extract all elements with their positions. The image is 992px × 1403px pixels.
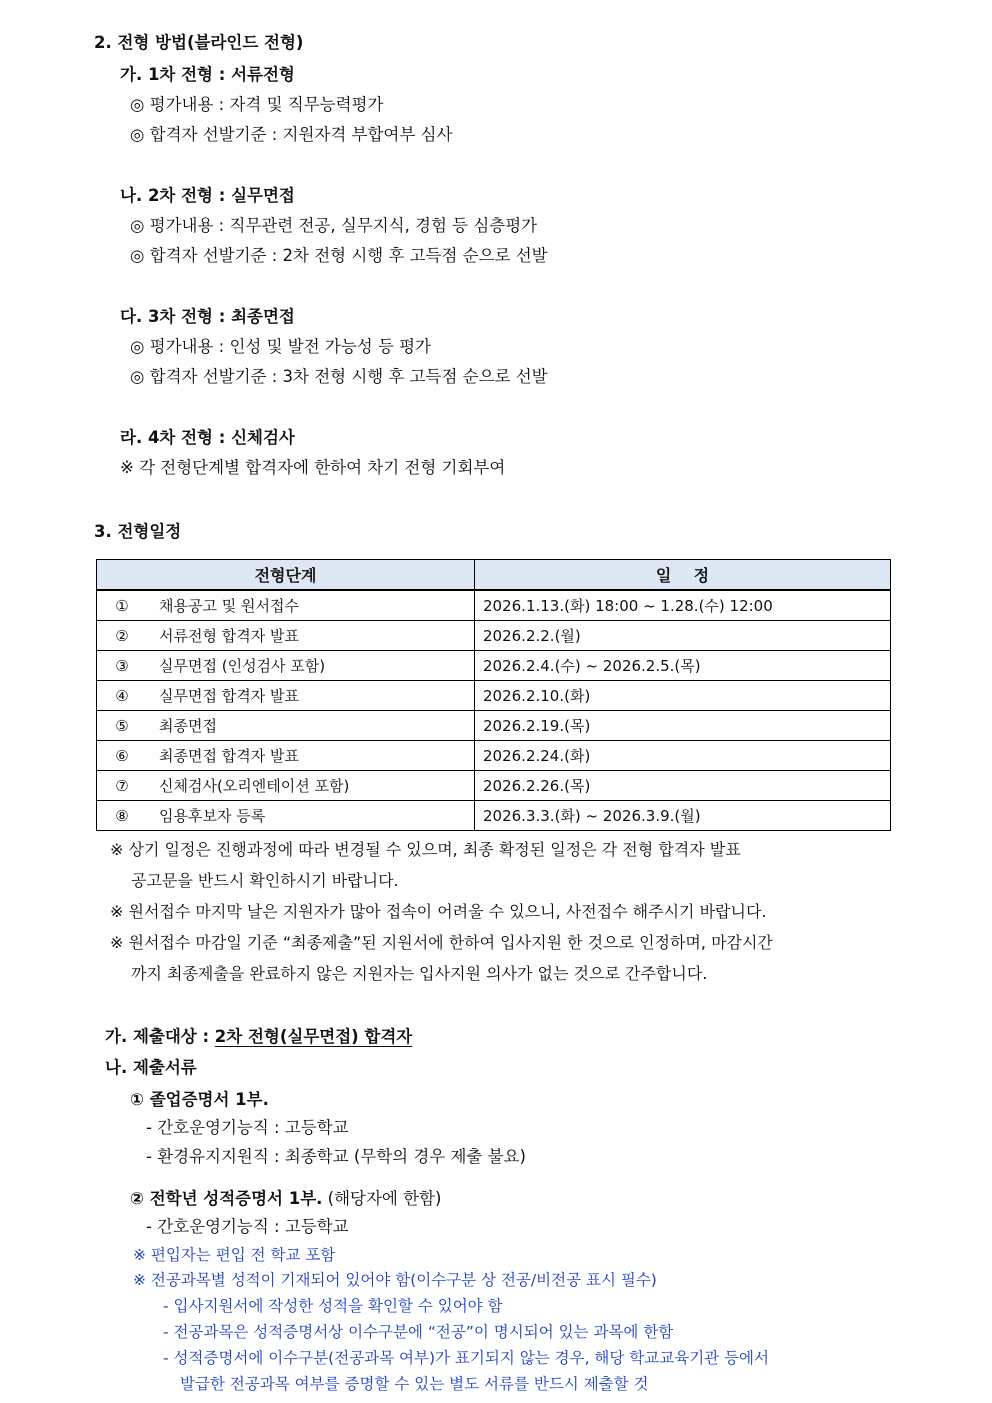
header-date: 일 정 bbox=[475, 560, 891, 591]
stage1-item: ◎ 평가내용 : 자격 및 직무능력평가 bbox=[130, 95, 384, 114]
row-number: ② bbox=[115, 627, 129, 645]
row-stage: 실무면접 (인성검사 포함) bbox=[159, 657, 326, 675]
doc2-title-main: ② 전학년 성적증명서 1부. bbox=[130, 1189, 323, 1208]
row-stage: 서류전형 합격자 발표 bbox=[159, 627, 299, 645]
row-date: 2026.2.4.(수) ~ 2026.2.5.(목) bbox=[475, 651, 891, 681]
row-date: 2026.2.24.(화) bbox=[475, 741, 891, 771]
table-row bbox=[97, 801, 891, 831]
doc2-note: 발급한 전공과목 여부를 증명할 수 있는 별도 서류를 반드시 제출할 것 bbox=[180, 1375, 649, 1393]
stage3-item: ◎ 평가내용 : 인성 및 발전 가능성 등 평가 bbox=[130, 337, 432, 356]
doc1-item: - 간호운영기능직 : 고등학교 bbox=[146, 1118, 349, 1137]
stage2-item: ◎ 평가내용 : 직무관련 전공, 실무지식, 경험 등 심층평가 bbox=[130, 216, 538, 235]
table-row bbox=[97, 741, 891, 771]
row-stage: 최종면접 합격자 발표 bbox=[159, 747, 299, 765]
row-stage: 채용공고 및 원서접수 bbox=[159, 597, 299, 615]
row-number: ① bbox=[115, 597, 129, 615]
section3-title: 3. 전형일정 bbox=[94, 522, 182, 541]
schedule-note: ※ 원서접수 마감일 기준 “최종제출”된 지원서에 한하여 입사지원 한 것으로 인정하며, 마감시간 bbox=[110, 933, 773, 952]
row-stage: 신체검사(오리엔테이션 포함) bbox=[159, 777, 350, 795]
schedule-note: 공고문을 반드시 확인하시기 바랍니다. bbox=[131, 871, 399, 890]
schedule-note: 까지 최종제출을 완료하지 않은 지원자는 입사지원 의사가 없는 것으로 간주합니다. bbox=[131, 964, 708, 983]
doc1-title: ① 졸업증명서 1부. bbox=[130, 1090, 269, 1109]
row-stage: 실무면접 합격자 발표 bbox=[159, 687, 299, 705]
doc2-title bbox=[130, 1187, 441, 1211]
stage2-title: 나. 2차 전형 : 실무면접 bbox=[120, 186, 295, 205]
docs-title: 나. 제출서류 bbox=[105, 1058, 197, 1077]
doc2-note: ※ 전공과목별 성적이 기재되어 있어야 함(이수구분 상 전공/비전공 표시 필수) bbox=[133, 1271, 657, 1289]
row-number: ⑧ bbox=[115, 807, 129, 825]
table-row bbox=[97, 771, 891, 801]
header-stage: 전형단계 bbox=[97, 560, 475, 591]
submission-target bbox=[105, 1025, 412, 1049]
table-row bbox=[97, 590, 891, 621]
submission-target-value: 2차 전형(실무면접) 합격자 bbox=[214, 1027, 413, 1046]
doc2-note: - 성적증명서에 이수구분(전공과목 여부)가 표기되지 않는 경우, 해당 학교교육기관 등에서 bbox=[163, 1349, 769, 1367]
stage1-item: ◎ 합격자 선발기준 : 지원자격 부합여부 심사 bbox=[130, 125, 453, 144]
row-number: ⑦ bbox=[115, 777, 129, 795]
row-date: 2026.2.10.(화) bbox=[475, 681, 891, 711]
schedule-table bbox=[96, 559, 891, 831]
row-number: ③ bbox=[115, 657, 129, 675]
row-stage: 임용후보자 등록 bbox=[159, 807, 266, 825]
row-number: ⑤ bbox=[115, 717, 129, 735]
row-number: ④ bbox=[115, 687, 129, 705]
row-date: 2026.2.26.(목) bbox=[475, 771, 891, 801]
doc2-item: - 간호운영기능직 : 고등학교 bbox=[146, 1217, 349, 1236]
table-row bbox=[97, 711, 891, 741]
row-number: ⑥ bbox=[115, 747, 129, 765]
stage2-item: ◎ 합격자 선발기준 : 2차 전형 시행 후 고득점 순으로 선발 bbox=[130, 246, 548, 265]
submission-target-label: 가. 제출대상 : bbox=[105, 1027, 215, 1046]
table-row bbox=[97, 621, 891, 651]
row-date: 2026.1.13.(화) 18:00 ~ 1.28.(수) 12:00 bbox=[475, 590, 891, 621]
table-row bbox=[97, 651, 891, 681]
stage1-title: 가. 1차 전형 : 서류전형 bbox=[120, 65, 295, 84]
row-date: 2026.3.3.(화) ~ 2026.3.9.(월) bbox=[475, 801, 891, 831]
row-date: 2026.2.2.(월) bbox=[475, 621, 891, 651]
row-date: 2026.2.19.(목) bbox=[475, 711, 891, 741]
stage4-note: ※ 각 전형단계별 합격자에 한하여 차기 전형 기회부여 bbox=[120, 458, 506, 477]
schedule-note: ※ 원서접수 마지막 날은 지원자가 많아 접속이 어려울 수 있으니, 사전접수 해주시기 바랍니다. bbox=[110, 902, 767, 921]
doc2-note: ※ 편입자는 편입 전 학교 포함 bbox=[133, 1246, 336, 1264]
stage4-title: 라. 4차 전형 : 신체검사 bbox=[120, 428, 295, 447]
table-row bbox=[97, 681, 891, 711]
stage3-item: ◎ 합격자 선발기준 : 3차 전형 시행 후 고득점 순으로 선발 bbox=[130, 367, 548, 386]
doc2-note: - 입사지원서에 작성한 성적을 확인할 수 있어야 함 bbox=[163, 1297, 503, 1315]
schedule-note: ※ 상기 일정은 진행과정에 따라 변경될 수 있으며, 최종 확정된 일정은 각 전형 합격자 발표 bbox=[110, 840, 741, 859]
section2-title: 2. 전형 방법(블라인드 전형) bbox=[94, 33, 304, 52]
doc2-title-suffix: (해당자에 한함) bbox=[322, 1189, 442, 1208]
doc1-item: - 환경유지지원직 : 최종학교 (무학의 경우 제출 불요) bbox=[146, 1147, 526, 1166]
doc2-note: - 전공과목은 성적증명서상 이수구분에 “전공”이 명시되어 있는 과목에 한함 bbox=[163, 1323, 674, 1341]
stage3-title: 다. 3차 전형 : 최종면접 bbox=[120, 307, 295, 326]
row-stage: 최종면접 bbox=[159, 717, 217, 735]
